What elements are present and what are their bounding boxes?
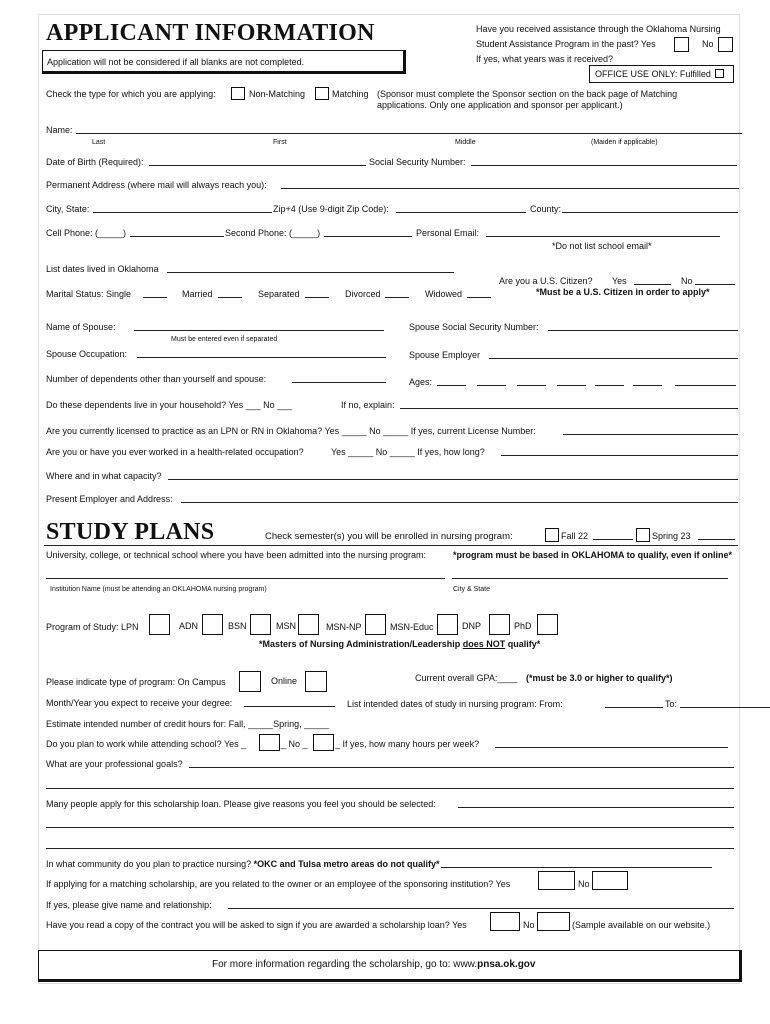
marital-widowed-field[interactable] (467, 297, 491, 298)
fall-field[interactable] (593, 539, 633, 540)
ages-label: Ages: (409, 377, 433, 387)
study-dates-to-label: To: (665, 699, 678, 709)
spring-label: Spring 23 (652, 531, 691, 541)
degree-date-field[interactable] (244, 706, 335, 707)
explain-label: If no, explain: (341, 400, 395, 410)
license-question: Are you currently licensed to practice as an LPN or RN in Oklahoma? Yes _____ No _____ If yes, current License Number: (46, 426, 536, 436)
reasons-field-3[interactable] (46, 848, 734, 849)
program-dnp-checkbox[interactable] (489, 614, 510, 635)
where-capacity-field[interactable] (168, 479, 738, 480)
office-use-checkbox[interactable] (715, 69, 724, 78)
zip-field[interactable] (396, 212, 526, 213)
program-note-part-c: qualify* (505, 639, 541, 649)
email-label: Personal Email: (416, 228, 480, 238)
program-adn-label: ADN (179, 621, 199, 631)
name-first-caption: First (273, 139, 287, 146)
application-type-label: Check the type for which you are applying: (46, 89, 216, 99)
zip-label: Zip+4 (Use 9-digit Zip Code): (273, 204, 389, 214)
dob-field[interactable] (149, 165, 366, 166)
age-field-4[interactable] (557, 385, 586, 386)
citizen-yes-field[interactable] (634, 284, 671, 285)
program-msn-educ-checkbox[interactable] (437, 614, 458, 635)
credit-hours-label: Estimate intended number of credit hours for: Fall, _____Spring, _____ (46, 719, 330, 729)
institution-caption: Institution Name (must be attending an OKLAHOMA nursing program) (50, 586, 267, 593)
present-employer-label: Present Employer and Address: (46, 494, 173, 504)
study-dates-label: List intended dates of study in nursing program: From: (347, 699, 563, 709)
city-state-school-field[interactable] (452, 578, 728, 579)
marital-single-label: Marital Status: Single (46, 289, 132, 299)
admitted-school-note: *program must be based in OKLAHOMA to qualify, even if online* (453, 550, 733, 560)
dependents-label: Number of dependents other than yourself and spouse: (46, 374, 267, 384)
goals-field[interactable] (189, 767, 734, 768)
program-note-part-a: *Masters of Nursing Administration/Leadership (259, 639, 463, 649)
age-field-2[interactable] (477, 385, 506, 386)
community-label (46, 859, 440, 870)
reasons-label: Many people apply for this scholarship loan. Please give reasons you feel you should be selected: (46, 799, 436, 809)
spring-field[interactable] (698, 539, 735, 540)
goals-field-2[interactable] (46, 788, 734, 789)
address-field[interactable] (281, 188, 739, 189)
relationship-label: If yes, please give name and relationship: (46, 900, 212, 910)
relationship-field[interactable] (228, 908, 734, 909)
spouse-occupation-label: Spouse Occupation: (46, 349, 128, 359)
citizen-no-field[interactable] (695, 284, 735, 285)
program-msn-np-label: MSN-NP (326, 622, 362, 632)
spouse-ssn-label: Spouse Social Security Number: (409, 322, 539, 332)
age-field-6[interactable] (633, 385, 662, 386)
section-rule (44, 545, 738, 546)
ssn-label: Social Security Number: (369, 157, 466, 167)
health-occupation-answer: Yes _____ No _____ If yes, how long? (331, 447, 485, 457)
reasons-field-2[interactable] (46, 827, 734, 828)
on-campus-checkbox[interactable] (239, 671, 261, 692)
footer-text (212, 959, 535, 970)
gpa-note: (*must be 3.0 or higher to qualify*) (526, 673, 673, 683)
second-phone-label: Second Phone: (_____) (225, 228, 321, 238)
assistance-question-line1: Have you received assistance through the Oklahoma Nursing (476, 24, 721, 34)
program-bsn-checkbox[interactable] (250, 614, 271, 635)
matching-checkbox[interactable] (315, 87, 329, 100)
spouse-employer-label: Spouse Employer (409, 350, 481, 360)
page-title: APPLICANT INFORMATION (46, 20, 375, 46)
reasons-field[interactable] (458, 807, 734, 808)
dob-label: Date of Birth (Required): (46, 157, 144, 167)
community-note: *OKC and Tulsa metro areas do not qualify* (253, 859, 440, 869)
marital-married-field[interactable] (218, 297, 242, 298)
contract-question: Have you read a copy of the contract you will be asked to sign if you are awarded a scholarship loan? Yes (46, 920, 467, 930)
program-type-label: Please indicate type of program: On Campus (46, 677, 226, 687)
marital-single-field[interactable] (143, 297, 167, 298)
second-phone-field[interactable] (324, 236, 412, 237)
name-label: Name: (46, 125, 73, 135)
study-plans-title: STUDY PLANS (46, 519, 215, 545)
citizen-yes-label: Yes (612, 276, 627, 286)
age-field-5[interactable] (595, 385, 624, 386)
study-dates-to-field[interactable] (680, 707, 770, 708)
marital-separated-label: Separated (258, 289, 300, 299)
program-note (259, 639, 540, 650)
city-state-label: City, State: (46, 204, 90, 214)
assistance-no-label: No (702, 39, 714, 49)
cell-phone-field[interactable] (130, 236, 224, 237)
contract-no-label: No (523, 920, 535, 930)
name-middle-caption: Middle (455, 139, 476, 146)
assistance-yes-checkbox[interactable] (674, 37, 689, 52)
program-msn-educ-label: MSN-Educ (390, 622, 434, 632)
assistance-no-checkbox[interactable] (718, 37, 733, 52)
city-state-field[interactable] (93, 212, 272, 213)
footer-prefix: For more information regarding the scholarship, go to: www. (212, 959, 478, 970)
related-no-checkbox[interactable] (592, 871, 628, 890)
program-note-part-b: does NOT (462, 639, 506, 649)
where-capacity-label: Where and in what capacity? (46, 471, 162, 481)
age-field-3[interactable] (517, 385, 546, 386)
spouse-occupation-field[interactable] (137, 357, 386, 358)
work-hours-field[interactable] (495, 747, 728, 748)
cell-phone-label: Cell Phone: (_____) (46, 228, 127, 238)
spouse-name-field[interactable] (134, 330, 384, 331)
program-phd-checkbox[interactable] (537, 614, 558, 635)
degree-date-label: Month/Year you expect to receive your degree: (46, 698, 233, 708)
contract-note: (Sample available on our website.) (572, 920, 711, 930)
work-no-label: _ No _ (281, 739, 308, 749)
work-hours-label: _ If yes, how many hours per week? (335, 739, 480, 749)
study-dates-from-field[interactable] (605, 707, 663, 708)
email-note: *Do not list school email* (552, 241, 652, 251)
completion-warning-text: Application will not be considered if all blanks are not completed. (47, 57, 305, 67)
citizen-note: *Must be a U.S. Citizen in order to apply* (536, 287, 710, 297)
oklahoma-dates-field[interactable] (167, 272, 454, 273)
fall-label: Fall 22 (561, 531, 589, 541)
related-question: If applying for a matching scholarship, are you related to the owner or an employee of the sponsoring institution? Yes (46, 879, 511, 889)
community-field[interactable] (441, 867, 712, 868)
related-no-label: No (578, 879, 590, 889)
health-how-long-field[interactable] (501, 455, 738, 456)
sponsor-note-line2: applications. Only one application and sponsor per applicant.) (377, 100, 623, 110)
work-no-checkbox[interactable] (313, 734, 334, 751)
program-lpn-checkbox[interactable] (149, 614, 170, 635)
dependents-field[interactable] (292, 382, 386, 383)
community-question: In what community do you plan to practice nursing? (46, 859, 254, 869)
matching-label: Matching (332, 89, 369, 99)
sponsor-note-line1: (Sponsor must complete the Sponsor section on the back page of Matching (377, 89, 678, 99)
program-phd-label: PhD (514, 621, 532, 631)
program-of-study-label: Program of Study: LPN (46, 622, 139, 632)
name-field[interactable] (76, 133, 742, 134)
dependents-household-question: Do these dependents live in your household? Yes ___ No ___ (46, 400, 293, 410)
spouse-ssn-field[interactable] (548, 330, 738, 331)
program-msn-label: MSN (276, 621, 296, 631)
county-label: County: (530, 204, 562, 214)
assistance-question-line2: Student Assistance Program in the past? Yes (476, 39, 656, 49)
non-matching-label: Non-Matching (249, 89, 306, 99)
email-field[interactable] (486, 236, 720, 237)
county-field[interactable] (562, 212, 738, 213)
spouse-employer-field[interactable] (489, 358, 738, 359)
health-occupation-question: Are you or have you ever worked in a health-related occupation? (46, 447, 304, 457)
spring-checkbox[interactable] (636, 528, 650, 542)
spouse-name-label: Name of Spouse: (46, 322, 116, 332)
goals-label: What are your professional goals? (46, 759, 183, 769)
online-label: Online (271, 676, 298, 686)
institution-field[interactable] (46, 578, 445, 579)
spouse-name-note: Must be entered even if separated (171, 336, 278, 343)
marital-separated-field[interactable] (305, 297, 329, 298)
assistance-years-label: If yes, what years was it received? (476, 54, 614, 64)
related-yes-checkbox[interactable] (538, 871, 575, 890)
address-label: Permanent Address (where mail will always reach you): (46, 180, 267, 190)
explain-field[interactable] (400, 408, 738, 409)
work-question: Do you plan to work while attending school? Yes _ (46, 739, 247, 749)
oklahoma-dates-label: List dates lived in Oklahoma (46, 264, 159, 274)
contract-no-checkbox[interactable] (537, 912, 570, 931)
non-matching-checkbox[interactable] (231, 87, 245, 100)
footer-website-link[interactable]: pnsa.ok.gov (477, 959, 536, 970)
marital-widowed-label: Widowed (425, 289, 463, 299)
citizen-question: Are you a U.S. Citizen? (499, 276, 593, 286)
license-number-field[interactable] (563, 434, 738, 435)
name-last-caption: Last (92, 139, 106, 146)
program-dnp-label: DNP (462, 621, 482, 631)
program-bsn-label: BSN (228, 621, 247, 631)
ssn-field[interactable] (471, 165, 737, 166)
contract-yes-checkbox[interactable] (490, 912, 520, 931)
program-msn-np-checkbox[interactable] (365, 614, 386, 635)
fall-checkbox[interactable] (545, 528, 559, 542)
age-field-1[interactable] (437, 385, 466, 386)
program-adn-checkbox[interactable] (202, 614, 223, 635)
work-yes-checkbox[interactable] (259, 734, 280, 751)
city-state-caption: City & State (453, 586, 490, 593)
gpa-label: Current overall GPA:____ (415, 673, 518, 683)
online-checkbox[interactable] (305, 671, 327, 692)
semester-question: Check semester(s) you will be enrolled in nursing program: (265, 531, 513, 542)
age-field-7[interactable] (675, 385, 736, 386)
name-maiden-caption: (Maiden if applicable) (591, 139, 658, 146)
citizen-no-label: No (681, 276, 693, 286)
marital-divorced-label: Divorced (345, 289, 381, 299)
present-employer-field[interactable] (181, 502, 738, 503)
admitted-school-label: University, college, or technical school where you have been admitted into the nursing program: (46, 550, 427, 560)
office-use-label: OFFICE USE ONLY: Fulfilled (595, 69, 711, 79)
program-msn-checkbox[interactable] (298, 614, 319, 635)
marital-divorced-field[interactable] (385, 297, 409, 298)
marital-married-label: Married (182, 289, 213, 299)
